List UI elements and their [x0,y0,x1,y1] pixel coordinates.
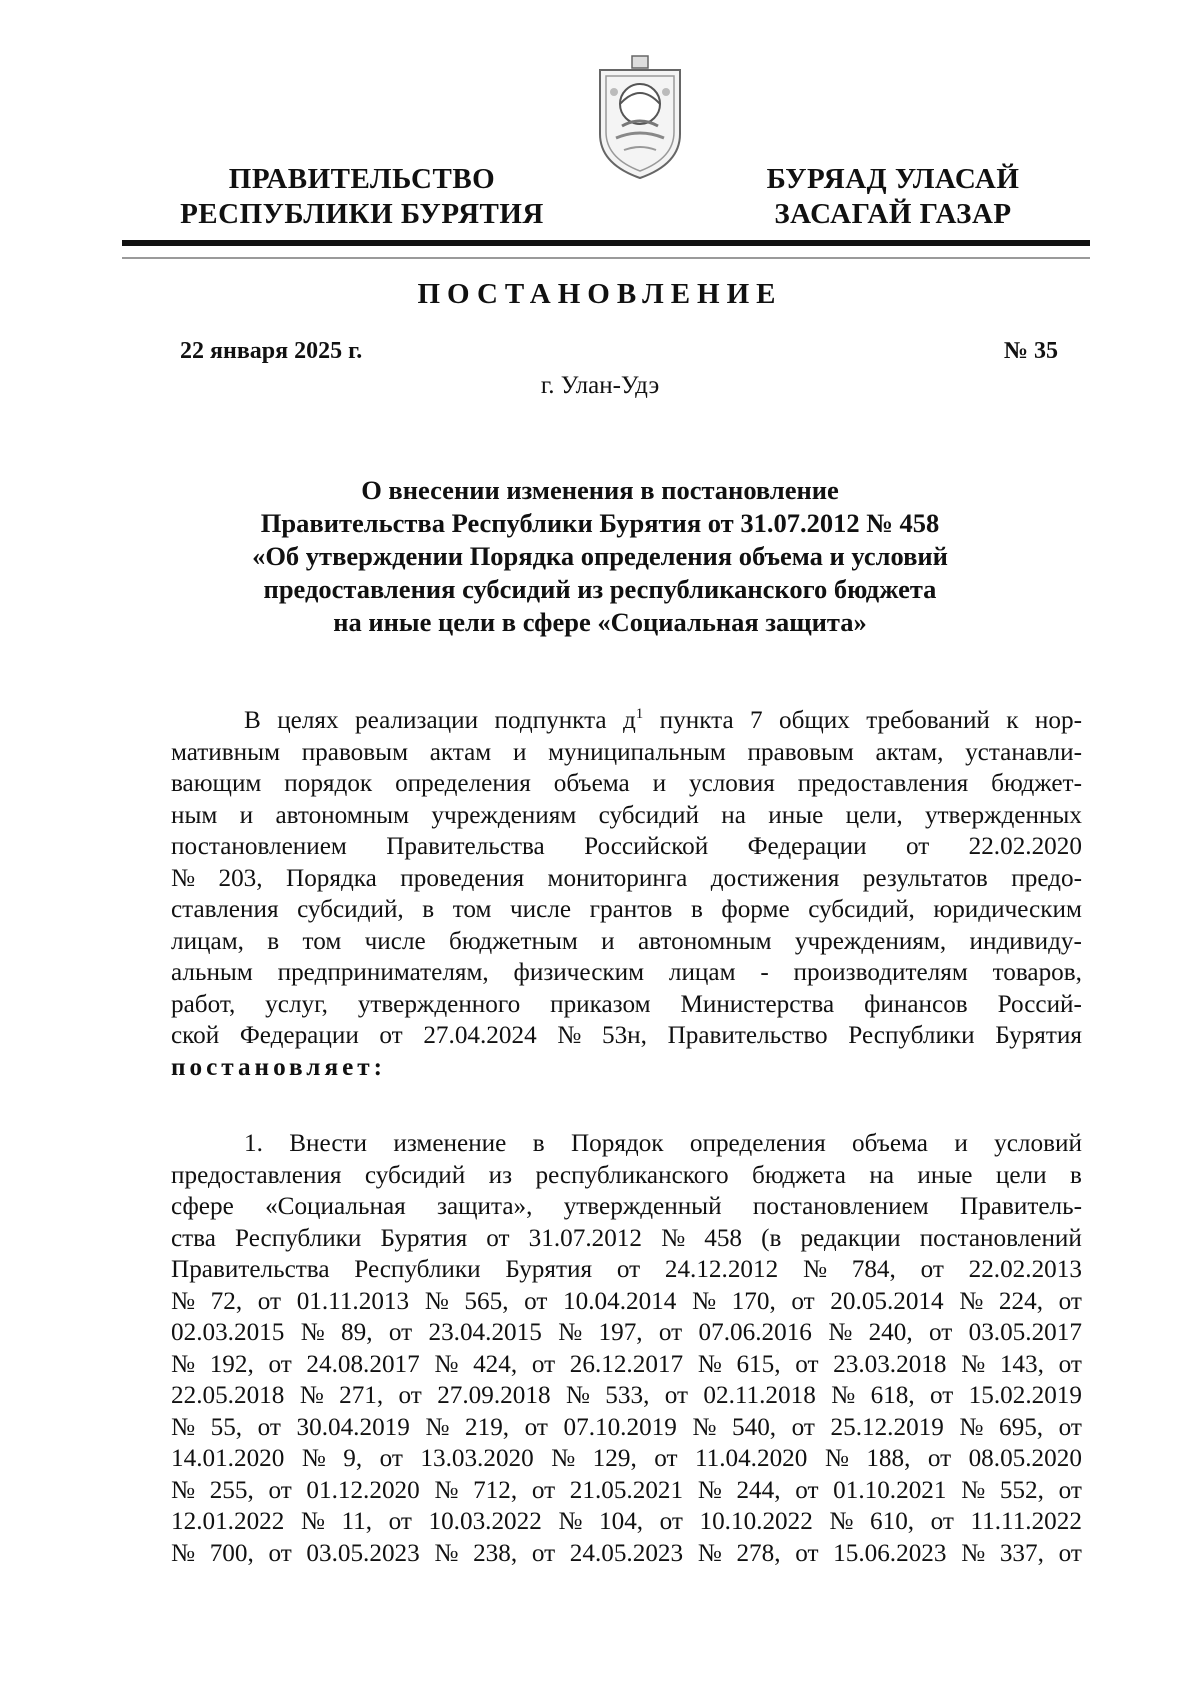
body-line: В целях реализации подпункта $д^1$ пункта 7 общих требований к нор- [244,705,1082,734]
clause-1-paragraph [171,1128,1082,1569]
government-name-line: РЕСПУБЛИКИ БУРЯТИЯ [180,198,544,230]
title-line: на иные цели в сфере «Социальная защита» [333,607,867,637]
document-title [150,474,1050,639]
resolves-keyword: постановляет: [171,1053,387,1081]
government-name-line: ЗАСАГАЙ ГАЗАР [774,198,1012,230]
document-city: г. Улан-Удэ [540,372,660,399]
body-line: ской Федерации от 27.04.2024 № 53н, Правительство Республики Бурятия [171,1022,1082,1049]
body-line [171,1052,1082,1084]
body-line: № 72, от 01.11.2013 № 565, от 10.04.2014 № 170, от 20.05.2014 № 224, от [171,1287,1082,1315]
title-line: предоставления субсидий из республиканского бюджета [263,574,937,604]
body-line: Правительства Республики Бурятия от 24.12.2012 № 784, от 22.02.2013 [171,1256,1082,1283]
government-name-buryat [738,162,1048,232]
body-line: сфере «Социальная защита», утвержденный постановлением Правитель- [171,1193,1082,1220]
body-line: 02.03.2015 № 89, от 23.04.2015 № 197, от 07.06.2016 № 240, от 03.05.2017 [171,1319,1082,1346]
title-line: «Об утверждении Порядка определения объема и условий [252,541,948,571]
body-line: 14.01.2020 № 9, от 13.03.2020 № 129, от 11.04.2020 № 188, от 08.05.2020 [171,1445,1082,1472]
body-line: № 203, Порядка проведения мониторинга достижения результатов предо- [171,864,1082,892]
body-line: № 55, от 30.04.2019 № 219, от 07.10.2019 № 540, от 25.12.2019 № 695, от [171,1413,1082,1441]
government-name-line: БУРЯАД УЛАСАЙ [766,163,1020,195]
body-line: № 192, от 24.08.2017 № 424, от 26.12.2017 № 615, от 23.03.2018 № 143, от [171,1350,1082,1378]
preamble-paragraph [171,705,1082,1083]
header-divider-thick [122,240,1090,246]
body-line: ставления субсидий, в том числе грантов в форме субсидий, юридическим [171,896,1082,923]
body-line: лицам, в том числе бюджетным и автономным учреждениям, индивиду- [171,927,1082,955]
body-line: предоставления субсидий из республиканского бюджета на иные цели в [171,1161,1082,1189]
document-type: ПОСТАНОВЛЕНИЕ [417,278,783,310]
government-name-line: ПРАВИТЕЛЬСТВО [228,163,496,195]
header-divider-thin [122,257,1090,259]
body-line: № 700, от 03.05.2023 № 238, от 24.05.2023 № 278, от 15.06.2023 № 337, от [171,1539,1082,1567]
body-line: 22.05.2018 № 271, от 27.09.2018 № 533, от 02.11.2018 № 618, от 15.02.2019 [171,1382,1082,1409]
coat-of-arms-icon [592,52,688,182]
document-number: № 35 [1003,338,1058,364]
body-line: постановлением Правительства Российской Федерации от 22.02.2020 [171,833,1082,860]
title-line: Правительства Республики Бурятия от 31.07.2012 № 458 [260,508,940,538]
body-line: № 255, от 01.12.2020 № 712, от 21.05.2021 № 244, от 01.10.2021 № 552, от [171,1476,1082,1504]
body-line: работ, услуг, утвержденного приказом Министерства финансов Россий- [171,990,1082,1018]
body-line: ства Республики Бурятия от 31.07.2012 № 458 (в редакции постановлений [171,1224,1082,1252]
body-line: 12.01.2022 № 11, от 10.03.2022 № 104, от 10.10.2022 № 610, от 11.11.2022 [171,1508,1082,1535]
document-date: 22 января 2025 г. [180,338,363,364]
body-line: 1. Внести изменение в Порядок определения объема и условий [244,1130,1082,1157]
government-name-russian [172,162,552,232]
body-line: мативным правовым актам и муниципальным правовым актам, устанавли- [171,738,1082,766]
body-line: вающим порядок определения объема и условия предоставления бюджет- [171,770,1082,797]
body-line: ным и автономным учреждениям субсидий на иные цели, утвержденных [171,801,1082,829]
title-line: О внесении изменения в постановление [361,475,839,505]
body-line: альным предпринимателям, физическим лицам - производителям товаров, [171,959,1082,986]
